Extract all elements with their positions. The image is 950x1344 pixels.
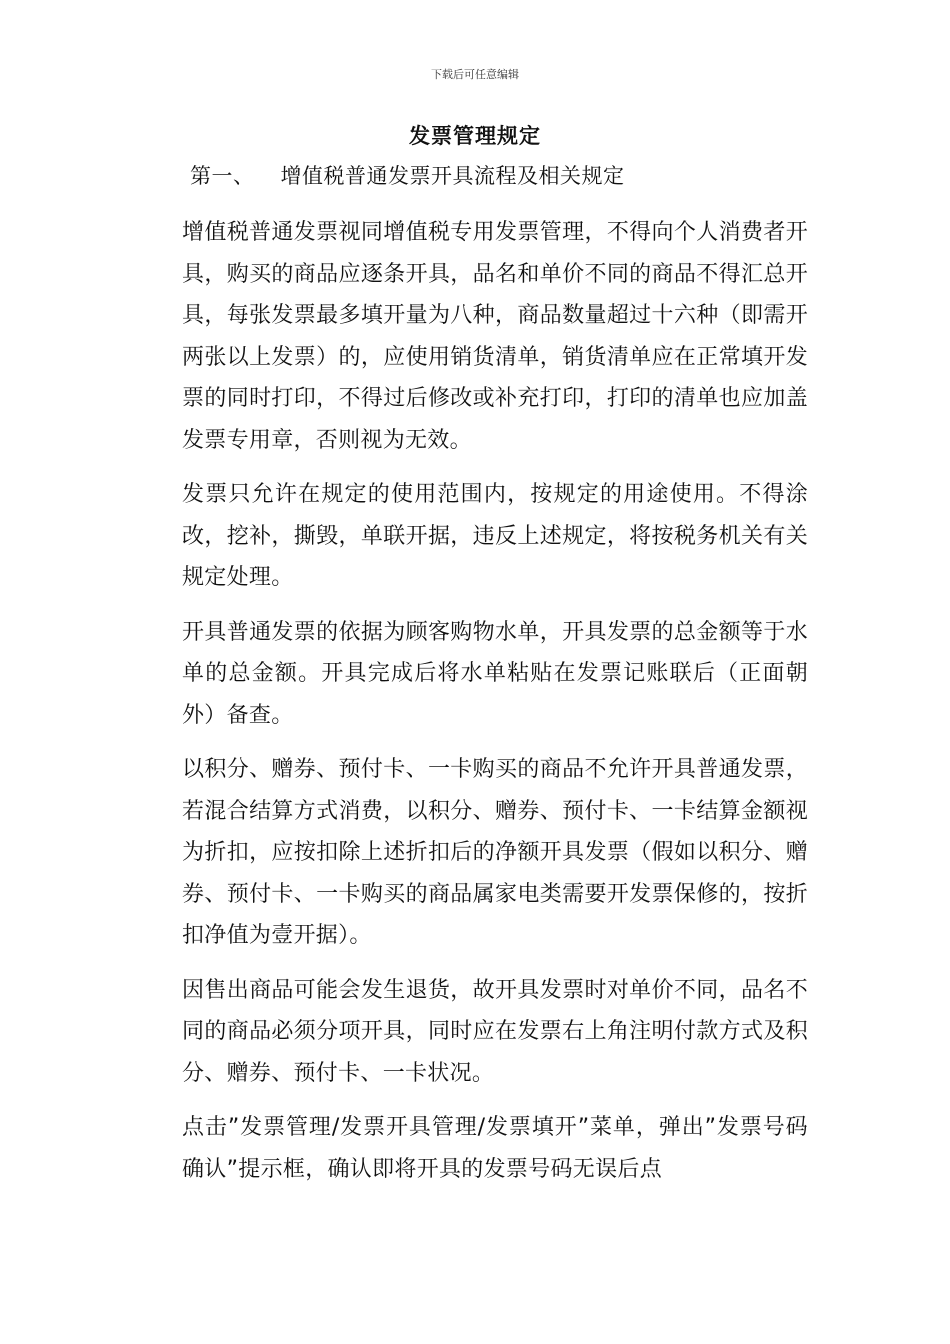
paragraph: 以积分、赠券、预付卡、一卡购买的商品不允许开具普通发票，若混合结算方式消费，以积分、赠券、预付卡、一卡结算金额视为折扣，应按扣除上述折扣后的净额开具发票（假如以积分、赠券、预付卡、一卡购买的商品属家电类需要开发票保修的，按折扣净值为壹开据）。 <box>182 757 808 948</box>
paragraph: 点击”发票管理/发票开具管理/发票填开”菜单，弹出”发票号码确认”提示框，确认即将开具的发票号码无误后点 <box>182 1115 808 1182</box>
document-title: 发票管理规定 <box>409 124 541 148</box>
body-text <box>182 212 808 1203</box>
section-number: 第一、 <box>190 164 255 188</box>
paragraph: 发票只允许在规定的使用范围内，按规定的用途使用。不得涂改，挖补，撕毁，单联开据，违反上述规定，将按税务机关有关规定处理。 <box>182 482 808 590</box>
header-note: 下载后可任意编辑 <box>431 68 519 81</box>
section-heading <box>190 160 625 190</box>
section-heading-text: 增值税普通发票开具流程及相关规定 <box>280 164 625 188</box>
paragraph: 开具普通发票的依据为顾客购物水单，开具发票的总金额等于水单的总金额。开具完成后将水单粘贴在发票记账联后（正面朝外）备查。 <box>182 619 808 728</box>
paragraph: 增值税普通发票视同增值税专用发票管理，不得向个人消费者开具，购买的商品应逐条开具，品名和单价不同的商品不得汇总开具，每张发票最多填开量为八种，商品数量超过十六种（即需开两张以上发票）的，应使用销货清单，销货清单应在正常填开发票的同时打印，不得过后修改或补充打印，打印的清单也应加盖发票专用章，否则视为无效。 <box>182 220 808 453</box>
paragraph: 因售出商品可能会发生退货，故开具发票时对单价不同，品名不同的商品必须分项开具，同时应在发票右上角注明付款方式及积分、赠券、预付卡、一卡状况。 <box>182 977 808 1086</box>
